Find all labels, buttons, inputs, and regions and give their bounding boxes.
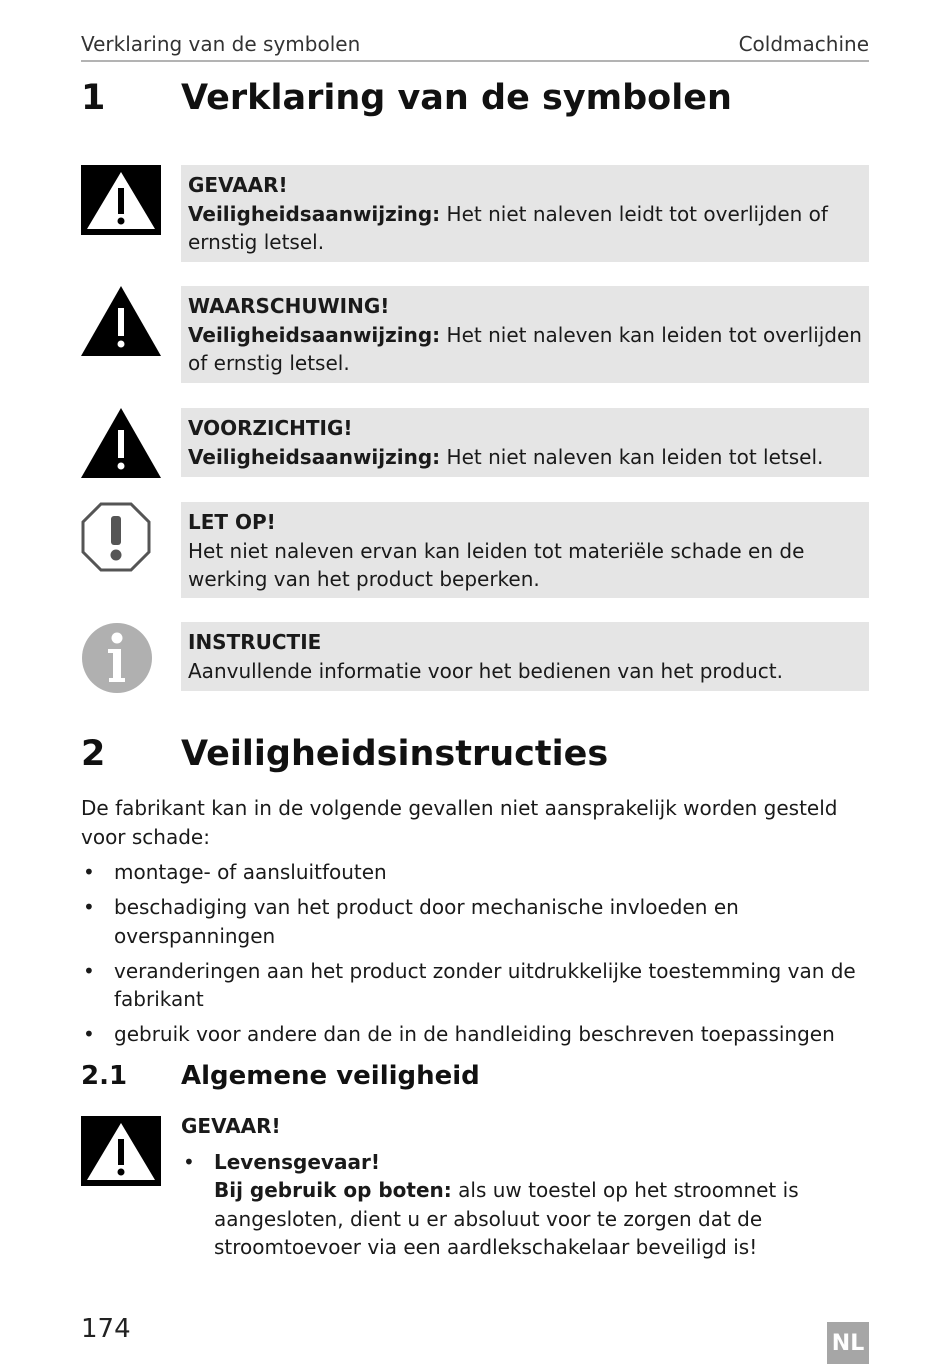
notice-label: Veiligheidsaanwijzing: xyxy=(188,322,441,347)
caution-triangle-icon xyxy=(81,408,161,483)
danger-item-text: als uw toestel op het stroomnet is aangesloten, dient u er absoluut voor te zorgen dat de stroomtoevoer via een aardlekschakelaar beveiligd is! xyxy=(214,1178,799,1259)
list-item: • montage- of aansluitfouten xyxy=(83,860,387,884)
notice-heading: INSTRUCTIE xyxy=(188,630,322,654)
danger-heading: GEVAAR! xyxy=(181,1114,281,1138)
header-product-name: Coldmachine xyxy=(738,32,869,56)
language-badge: NL xyxy=(827,1322,869,1364)
danger-item-label: Bij gebruik op boten: xyxy=(214,1178,452,1202)
notice-text: Het niet naleven ervan kan leiden tot materiële schade en de werking van het product beperken. xyxy=(188,538,805,591)
section-number: 2.1 xyxy=(81,1061,128,1091)
section-title: Veiligheidsinstructies xyxy=(181,734,609,774)
notice-text: Aanvullende informatie voor het bedienen van het product. xyxy=(188,658,783,683)
notice-heading: WAARSCHUWING! xyxy=(188,294,390,318)
section-number: 1 xyxy=(81,78,106,118)
notice-attention xyxy=(181,502,869,598)
liability-list xyxy=(81,858,871,1055)
info-circle-icon xyxy=(81,622,153,698)
page-number: 174 xyxy=(81,1314,131,1344)
danger-warning-square-icon xyxy=(81,165,161,239)
section-number: 2 xyxy=(81,734,106,774)
notice-instruction xyxy=(181,622,869,691)
danger-item: • Levensgevaar! Bij gebruik op boten: als uw toestel op het stroomnet is aangesloten, dient u er absoluut voor te zorgen dat de stroomtoevoer via een aardlekschakelaar beveiligd is! xyxy=(181,1148,871,1262)
list-item: • veranderingen aan het product zonder uitdrukkelijke toestemming van de fabrikant xyxy=(83,958,856,1011)
notice-heading: GEVAAR! xyxy=(188,173,288,197)
header-section-title: Verklaring van de symbolen xyxy=(81,32,361,56)
running-header xyxy=(81,30,869,62)
general-safety-danger xyxy=(181,1112,871,1262)
notice-label: Veiligheidsaanwijzing: xyxy=(188,444,441,469)
notice-octagon-icon xyxy=(81,502,151,576)
section-title: Verklaring van de symbolen xyxy=(181,78,732,118)
notice-danger xyxy=(181,165,869,262)
notice-label: Veiligheidsaanwijzing: xyxy=(188,201,441,226)
section-title: Algemene veiligheid xyxy=(181,1061,480,1091)
warning-triangle-icon xyxy=(81,286,161,361)
list-item: • beschadiging van het product door mechanische invloeden en overspanningen xyxy=(83,895,739,948)
notice-heading: VOORZICHTIG! xyxy=(188,416,353,440)
danger-warning-square-icon xyxy=(81,1116,161,1190)
notice-text: Het niet naleven kan leiden tot letsel. xyxy=(440,444,824,469)
notice-warning xyxy=(181,286,869,383)
notice-text: Het niet naleven leidt tot overlijden of ernstig letsel. xyxy=(188,201,828,254)
danger-item-title: Levensgevaar! xyxy=(214,1149,380,1174)
notice-heading: LET OP! xyxy=(188,510,276,534)
liability-intro: De fabrikant kan in de volgende gevallen niet aansprakelijk worden gesteld voor schade: xyxy=(81,796,838,849)
list-item: • gebruik voor andere dan de in de handleiding beschreven toepassingen xyxy=(83,1022,835,1046)
notice-caution xyxy=(181,408,869,477)
notice-text: Het niet naleven kan leiden tot overlijden of ernstig letsel. xyxy=(188,322,862,375)
